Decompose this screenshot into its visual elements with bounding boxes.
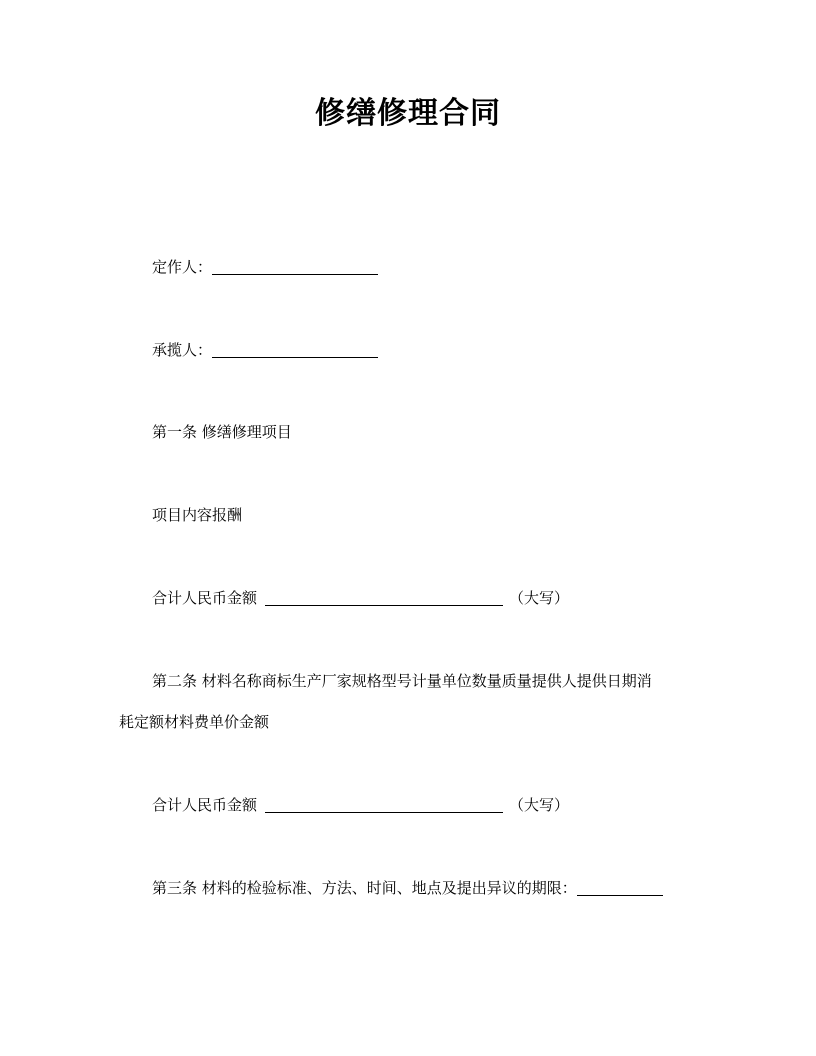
total-amount-blank-2	[265, 796, 503, 813]
article-3-text: 第三条 材料的检验标准、方法、时间、地点及提出异议的期限：	[152, 879, 577, 897]
article-2-line-2: 耗定额材料费单价金额	[119, 713, 270, 731]
article-2-line-1: 第二条 材料名称商标生产厂家规格型号计量单位数量质量提供人提供日期消	[152, 672, 652, 690]
total-amount-label-2: 合计人民币金额	[152, 796, 258, 814]
party-a-line	[152, 256, 378, 278]
party-a-blank	[212, 258, 378, 275]
party-b-blank	[212, 341, 378, 358]
project-content-line: 项目内容报酬	[152, 506, 243, 524]
total-amount-line-1	[152, 587, 569, 609]
total-amount-blank-1	[265, 589, 503, 606]
document-title: 修缮修理合同	[315, 96, 501, 131]
article-3-line	[152, 877, 663, 899]
party-b-label: 承揽人：	[152, 341, 213, 359]
article-3-blank	[577, 879, 663, 896]
total-amount-suffix-1: （大写）	[509, 589, 570, 607]
total-amount-suffix-2: （大写）	[509, 796, 570, 814]
party-b-line	[152, 339, 378, 361]
total-amount-label-1: 合计人民币金额	[152, 589, 258, 607]
article-1-heading: 第一条 修缮修理项目	[152, 423, 292, 441]
party-a-label: 定作人：	[152, 258, 213, 276]
total-amount-line-2	[152, 794, 569, 816]
